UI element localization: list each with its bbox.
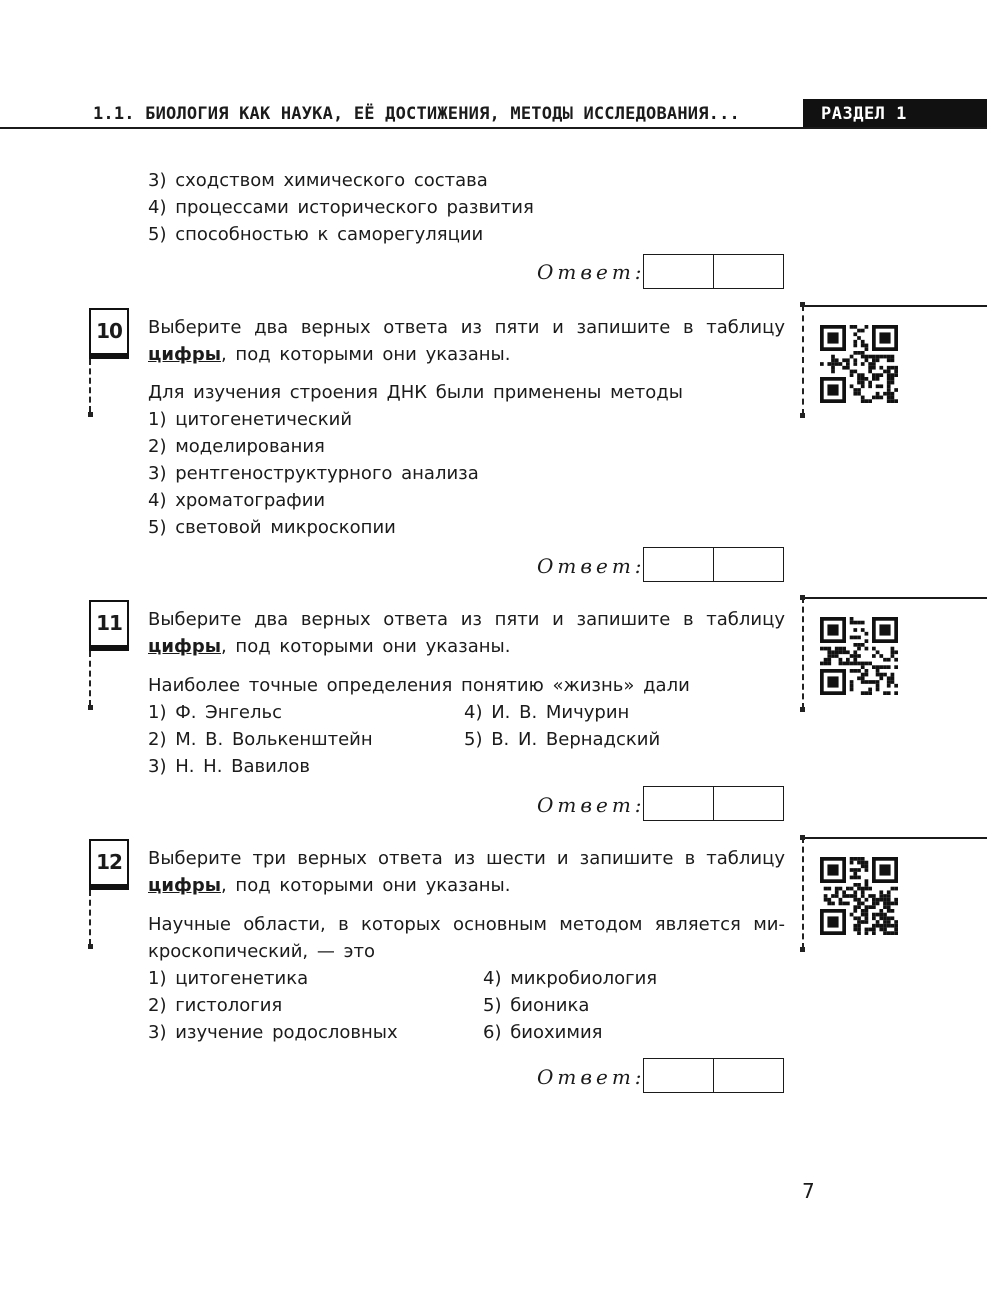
answer-cell[interactable] xyxy=(713,787,783,820)
option-item: 2) моделирования xyxy=(148,436,325,457)
qr-code-icon[interactable] xyxy=(820,857,898,935)
dash-end-dot xyxy=(800,413,805,418)
qr-rule xyxy=(803,837,987,839)
answer-box[interactable] xyxy=(643,254,784,289)
option-item: 3) изучение родословных xyxy=(148,1022,398,1043)
qr-rule xyxy=(803,305,987,307)
option-item: 2) М. В. Волькенштейн xyxy=(148,729,373,750)
instruction-rest: , под которыми они указаны. xyxy=(220,875,511,896)
option-item: 1) Ф. Энгельс xyxy=(148,702,283,723)
option-item: 1) цитогенетический xyxy=(148,409,353,430)
task-instruction-2 xyxy=(148,875,510,897)
instruction-rest: , под которыми они указаны. xyxy=(220,344,511,365)
task-number: 10 xyxy=(89,308,129,359)
option-item: 5) способностью к саморегуляции xyxy=(148,224,484,245)
dash-end-dot xyxy=(800,302,805,307)
option-item: 3) сходством химического состава xyxy=(148,170,488,191)
dash-end-dot xyxy=(800,707,805,712)
instruction-emphasis: цифры xyxy=(148,636,221,657)
answer-cell[interactable] xyxy=(644,548,713,581)
answer-cell[interactable] xyxy=(644,787,713,820)
answer-box[interactable] xyxy=(643,547,784,582)
task-margin-dash xyxy=(89,651,91,706)
instruction-emphasis: цифры xyxy=(148,344,221,365)
task-instruction-2 xyxy=(148,344,510,366)
running-header-title: 1.1. БИОЛОГИЯ КАК НАУКА, ЕЁ ДОСТИЖЕНИЯ, МЕТОДЫ ИССЛЕДОВАНИЯ... xyxy=(93,104,740,124)
header-rule xyxy=(0,127,987,129)
instruction-emphasis: цифры xyxy=(148,875,221,896)
qr-margin-dash xyxy=(802,837,804,949)
answer-label: Ответ: xyxy=(537,554,646,578)
option-item: 2) гистология xyxy=(148,995,283,1016)
answer-cell[interactable] xyxy=(644,1059,713,1092)
task-margin-dash xyxy=(89,359,91,412)
answer-box[interactable] xyxy=(643,786,784,821)
task-margin-dash xyxy=(89,890,91,945)
task-question: Научные области, в которых основным методом является ми- xyxy=(148,914,785,935)
task-instruction: Выберите два верных ответа из пяти и запишите в таблицу xyxy=(148,317,785,338)
page-number: 7 xyxy=(802,1179,815,1203)
instruction-rest: , под которыми они указаны. xyxy=(220,636,511,657)
option-item: 3) рентгеноструктурного анализа xyxy=(148,463,479,484)
qr-code-icon[interactable] xyxy=(820,325,898,403)
answer-cell[interactable] xyxy=(713,255,783,288)
option-item: 4) И. В. Мичурин xyxy=(464,702,630,723)
task-question: Наиболее точные определения понятию «жизнь» дали xyxy=(148,675,690,696)
answer-label: Ответ: xyxy=(537,793,646,817)
answer-label: Ответ: xyxy=(537,1065,646,1089)
option-item: 5) В. И. Вернадский xyxy=(464,729,661,750)
option-item: 1) цитогенетика xyxy=(148,968,309,989)
answer-cell[interactable] xyxy=(713,1059,783,1092)
qr-margin-dash xyxy=(802,597,804,709)
answer-cell[interactable] xyxy=(644,255,713,288)
option-item: 4) хроматографии xyxy=(148,490,326,511)
option-item: 4) процессами исторического развития xyxy=(148,197,534,218)
dash-end-dot xyxy=(800,595,805,600)
option-item: 5) бионика xyxy=(483,995,590,1016)
task-number: 12 xyxy=(89,839,129,890)
dash-end-dot xyxy=(800,835,805,840)
option-item: 5) световой микроскопии xyxy=(148,517,396,538)
dash-end-dot xyxy=(88,412,93,417)
section-badge: РАЗДЕЛ 1 xyxy=(803,99,987,129)
answer-cell[interactable] xyxy=(713,548,783,581)
answer-box[interactable] xyxy=(643,1058,784,1093)
task-question: кроскопический, — это xyxy=(148,941,375,962)
option-item: 6) биохимия xyxy=(483,1022,603,1043)
option-item: 4) микробиология xyxy=(483,968,658,989)
qr-margin-dash xyxy=(802,305,804,415)
task-instruction: Выберите два верных ответа из пяти и запишите в таблицу xyxy=(148,609,785,630)
task-question: Для изучения строения ДНК были применены методы xyxy=(148,382,683,403)
dash-end-dot xyxy=(88,944,93,949)
dash-end-dot xyxy=(88,705,93,710)
option-item: 3) Н. Н. Вавилов xyxy=(148,756,310,777)
qr-code-icon[interactable] xyxy=(820,617,898,695)
answer-label: Ответ: xyxy=(537,260,646,284)
task-instruction-2 xyxy=(148,636,510,658)
task-number: 11 xyxy=(89,600,129,651)
task-instruction: Выберите три верных ответа из шести и запишите в таблицу xyxy=(148,848,785,869)
dash-end-dot xyxy=(800,947,805,952)
qr-rule xyxy=(803,597,987,599)
